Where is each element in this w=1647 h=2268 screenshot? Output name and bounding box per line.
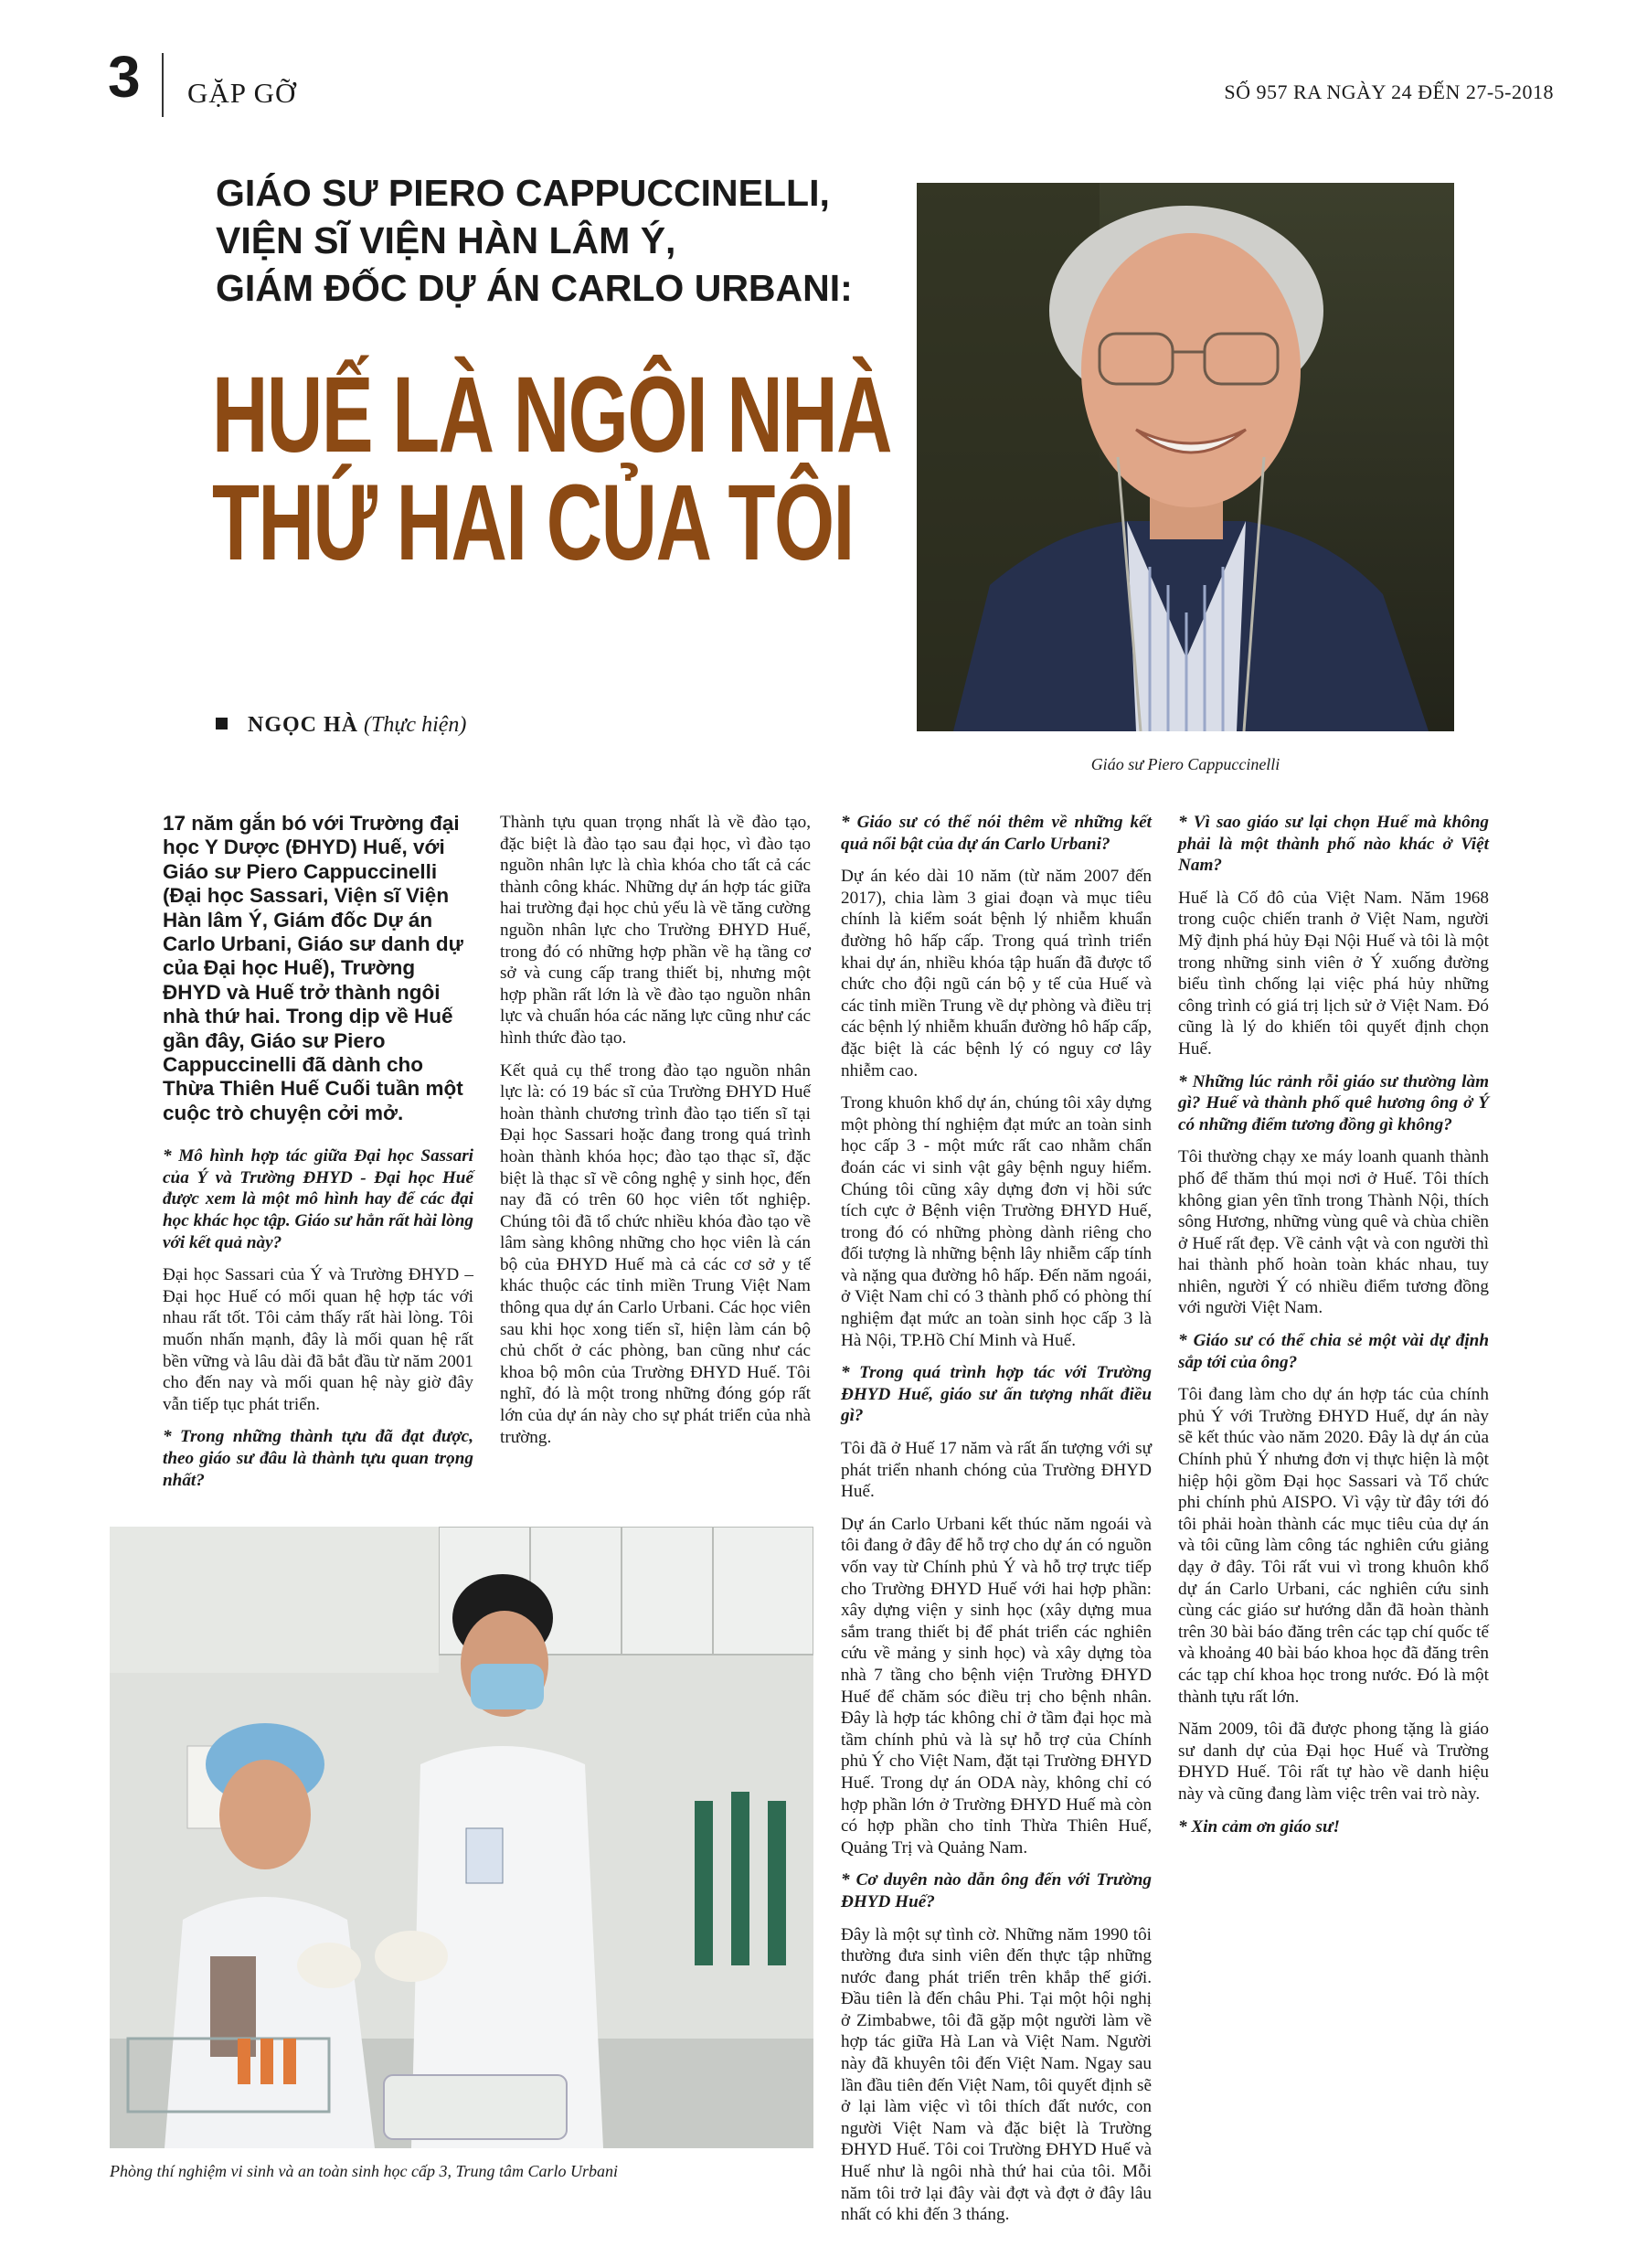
article-column-3 <box>841 812 1152 2237</box>
answer: Trong khuôn khổ dự án, chúng tôi xây dựng một phòng thí nghiệm đạt mức an toàn sinh học cấp 3 - một mức rất cao nhằm chẩn đoán các vi sinh vật gây bệnh nguy hiểm. Chúng tôi cũng xây dựng đơn vị hồi sức tích cực ở Bệnh viện Trường ĐHYD Huế, trong đó có những phòng dành riêng cho đối tượng là những bệnh lây nhiễm cấp tính và nặng qua đường hô hấp. Đến năm ngoái, ở Việt Nam chỉ có 3 thành phố có phòng thí nghiệm đạt mức an toàn sinh học cấp 3 là Hà Nội, TP.Hồ Chí Minh và Huế. <box>841 1093 1152 1350</box>
kicker-line: VIỆN SĨ VIỆN HÀN LÂM Ý, <box>216 219 676 261</box>
answer: Đại học Sassari của Ý và Trường ĐHYD – Đại học Huế có mối quan hệ hợp tác với nhau rất tốt. Tôi cảm thấy rất hài lòng. Tôi muốn nhấn mạnh, đây là mối quan hệ rất bền vững và lâu dài đã bắt đầu từ năm 2001 cho đến nay và mối quan hệ này giờ đây vẫn tiếp tục phát triển. <box>163 1265 473 1414</box>
section-title: GẶP GỠ <box>187 77 297 109</box>
page-number: 3 <box>108 44 141 110</box>
answer: Dự án Carlo Urbani kết thúc năm ngoái và tôi đang ở đây để hỗ trợ cho dự án có nguồn vốn vay từ Chính phủ Ý và hỗ trợ trực tiếp cho Trường ĐHYD Huế với hai hợp phần: xây dựng viện y sinh học (xây dựng mua sắm trang thiết bị để phát triển các nghiên cứu về mảng y sinh học) và xây dựng tòa nhà 7 tầng cho bệnh viện Trường ĐHYD Huế để chăm sóc điều trị cho bệnh nhân. Đây là hợp tác không chỉ ở tầm đại học mà tầm chính phủ và là sự hỗ trợ của Chính phủ Ý cho Việt Nam, đặt tại Trường ĐHYD Huế. Trong dự án ODA này, không chỉ có hợp phần lớn ở Trường ĐHYD Huế mà còn có hợp phần cho tỉnh Thừa Thiên Huế, Quảng Trị và Quảng Nam. <box>841 1514 1152 1858</box>
byline-bullet <box>216 718 228 729</box>
headline-line: HUẾ LÀ NGÔI NHÀ <box>212 355 892 475</box>
answer: Đây là một sự tình cờ. Những năm 1990 tôi thường đưa sinh viên đến thực tập những nước đang phát triển trên khắp thế giới. Đầu tiên là đến châu Phi. Tại một hội nghị ở Zimbabwe, tôi đã gặp một người làm về hợp tác giữa Hà Lan và Việt Nam. Người này đã khuyên tôi đến Việt Nam. Ngay sau lần đầu tiên đến Việt Nam, tôi quyết định sẽ ở lại làm việc vì tôi thích đất nước, con người Việt Nam và đặc biệt là Trường ĐHYD Huế. Tôi coi Trường ĐHYD Huế và Huế như là ngôi nhà thứ hai của tôi. Mỗi năm tôi trở lại đây vài đợt và đợt ở đây lâu nhất có khi đến 3 tháng. <box>841 1924 1152 2225</box>
answer: Tôi đã ở Huế 17 năm và rất ấn tượng với sự phát triển nhanh chóng của Trường ĐHYD Huế. <box>841 1439 1152 1502</box>
question: * Trong những thành tựu đã đạt được, theo giáo sư đâu là thành tựu quan trọng nhất? <box>163 1427 473 1490</box>
question: * Cơ duyên nào dẫn ông đến với Trường ĐHYD Huế? <box>841 1870 1152 1911</box>
kicker-line: GIÁO SƯ PIERO CAPPUCCINELLI, <box>216 172 830 214</box>
portrait-photo <box>917 183 1454 731</box>
byline-name: NGỌC HÀ <box>248 713 358 737</box>
answer: Kết quả cụ thể trong đào tạo nguồn nhân lực là: có 19 bác sĩ của Trường ĐHYD Huế hoàn thành chương trình đào tạo tiến sĩ tại Đại học Sassari hoặc đang trong quá trình hoàn thành khóa học; đào tạo thạc sĩ, đặc biệt là thạc sĩ về công nghệ y sinh học, đến nay đã có trên 60 học viên tốt nghiệp. Chúng tôi đã tổ chức nhiều khóa đào tạo về lâm sàng không những cho học viên là cán bộ của ĐHYD Huế mà cả các cơ sở y tế khác thuộc các tỉnh miền Trung Việt Nam thông qua dự án Carlo Urbani. Các học viên sau khi học xong tiến sĩ, hiện làm cán bộ chủ chốt ở các phòng, ban cũng như các khoa bộ môn của Trường ĐHYD Huế. Tôi nghĩ, đó là một trong những đóng góp rất lớn của dự án này cho sự phát triển của nhà trường. <box>500 1060 811 1447</box>
portrait-caption: Giáo sư Piero Cappuccinelli <box>1090 755 1280 773</box>
question: * Giáo sư có thể chia sẻ một vài dự định sắp tới của ông? <box>1178 1331 1489 1372</box>
question: * Mô hình hợp tác giữa Đại học Sassari của Ý và Trường ĐHYD - Đại học Huế được xem là một mô hình hay để các đại học khác học tập. Giáo sư hẳn rất hài lòng với kết quả này? <box>163 1146 473 1252</box>
closing-line: * Xin cảm ơn giáo sư! <box>1178 1816 1340 1837</box>
byline <box>216 713 466 738</box>
answer: Tôi thường chạy xe máy loanh quanh thành phố để thăm thú mọi nơi ở Huế. Tôi thích không gian yên tĩnh trong Thành Nội, thích sông Hương, những vùng quê và chùa chiền ở Huế rất đẹp. Về cảnh vật và con người thì hai thành phố hoàn toàn khác nhau, tuy nhiên, người Ý có nhiều điểm tương đồng với người Việt Nam. <box>1178 1147 1489 1318</box>
answer: Huế là Cố đô của Việt Nam. Năm 1968 trong cuộc chiến tranh ở Việt Nam, người Mỹ định phá hủy Đại Nội Huế và tôi là một trong những sinh viên ở Ý xuống đường biểu tình chống lại việc phá hủy những công trình có giá trị lịch sử ở Việt Nam. Đó cũng là lý do khiến tôi quyết định chọn Huế. <box>1178 888 1489 1059</box>
header-divider <box>162 53 164 117</box>
question: * Vì sao giáo sư lại chọn Huế mà không phải là một thành phố nào khác ở Việt Nam? <box>1178 813 1489 876</box>
lead-paragraph: 17 năm gắn bó với Trường đại học Y Dược (ĐHYD) Huế, với Giáo sư Piero Cappuccinelli (Đại học Sassari, Viện sĩ Viện Hàn lâm Ý, Giám đốc Dự án Carlo Urbani, Giáo sư danh dự của Đại học Huế), Trường ĐHYD và Huế trở thành ngôi nhà thứ hai. Trong dịp về Huế gần đây, Giáo sư Piero Cappuccinelli đã dành cho Thừa Thiên Huế Cuối tuần một cuộc trò chuyện cởi mở. <box>163 812 463 1124</box>
issue-info: SỐ 957 RA NGÀY 24 ĐẾN 27-5-2018 <box>1224 80 1554 103</box>
question: * Trong quá trình hợp tác với Trường ĐHYD Huế, giáo sư ấn tượng nhất điều gì? <box>841 1363 1152 1426</box>
article-column-4 <box>1178 812 1489 1848</box>
article-column-2 <box>500 812 811 1459</box>
byline-role: (Thực hiện) <box>364 713 467 737</box>
question: * Những lúc rảnh rỗi giáo sư thường làm gì? Huế và thành phố quê hương ông ở Ý có những điểm tương đồng gì không? <box>1178 1071 1489 1134</box>
answer: Thành tựu quan trọng nhất là về đào tạo, đặc biệt là đào tạo sau đại học, vì đào tạo nguồn nhân lực là chìa khóa cho tất cả các thành công khác. Những dự án hợp tác giữa hai trường đại học chủ yếu là về tăng cường nguồn nhân lực cho Trường ĐHYD Huế, trong đó có những hợp phần về hạ tầng cơ sở và cung cấp trang thiết bị, nhưng một hợp phần rất lớn là về đào tạo nguồn nhân lực và chuẩn hóa các năng lực cũng như các hình thức đào tạo. <box>500 813 811 1048</box>
headline <box>212 355 892 583</box>
answer: Dự án kéo dài 10 năm (từ năm 2007 đến 2017), chia làm 3 giai đoạn và mục tiêu chính là kiểm soát bệnh lý nhiễm khuẩn đường hô hấp cấp. Trong quá trình triển khai dự án, nhiều khóa tập huấn đã được tổ chức cho đội ngũ cán bộ y tế của Huế và các tỉnh miền Trung về dự phòng và điều trị các bệnh lý nhiễm khuẩn đường hô hấp cấp, đặc biệt là các bệnh lý có nguy cơ lây nhiễm cao. <box>841 867 1152 1081</box>
article-column-1 <box>163 812 473 1502</box>
question: * Giáo sư có thể nói thêm về những kết quả nổi bật của dự án Carlo Urbani? <box>841 813 1152 854</box>
kicker <box>216 169 892 312</box>
answer: Năm 2009, tôi đã được phong tặng là giáo sư danh dự của Đại học Huế và Trường ĐHYD Huế. Tôi rất tự hào về danh hiệu này và cũng đang làm việc trên vai trò này. <box>1178 1720 1489 1804</box>
lab-illustration <box>110 1527 813 2148</box>
portrait-illustration <box>917 183 1454 731</box>
kicker-line: GIÁM ĐỐC DỰ ÁN CARLO URBANI: <box>216 267 853 309</box>
lab-caption: Phòng thí nghiệm vi sinh và an toàn sinh học cấp 3, Trung tâm Carlo Urbani <box>110 2162 618 2180</box>
answer: Tôi đang làm cho dự án hợp tác của chính phủ Ý với Trường ĐHYD Huế, dự án này sẽ kết thúc vào năm 2020. Đây là dự án của Chính phủ Ý nhưng đơn vị thực hiện là một hiệp hội gồm Đại học Sassari và Tổ chức phi chính phủ AISPO. Vì vậy từ đây tới đó tôi phải hoàn thành các mục tiêu của dự án và tôi cũng làm công tác nghiên cứu giảng dạy ở đây. Tôi rất vui vì trong khuôn khổ dự án Carlo Urbani, các nghiên cứu sinh cùng các giáo sư hướng dẫn đã hoàn thành trên 30 bài báo đăng trên các tạp chí quốc tế và khoảng 40 bài báo khoa học đã đăng trên các tạp chí khoa học trong nước. Đó là một thành tựu rất lớn. <box>1178 1385 1489 1707</box>
headline-line: THỨ HAI CỦA TÔI <box>212 463 854 583</box>
lab-photo <box>110 1527 813 2148</box>
